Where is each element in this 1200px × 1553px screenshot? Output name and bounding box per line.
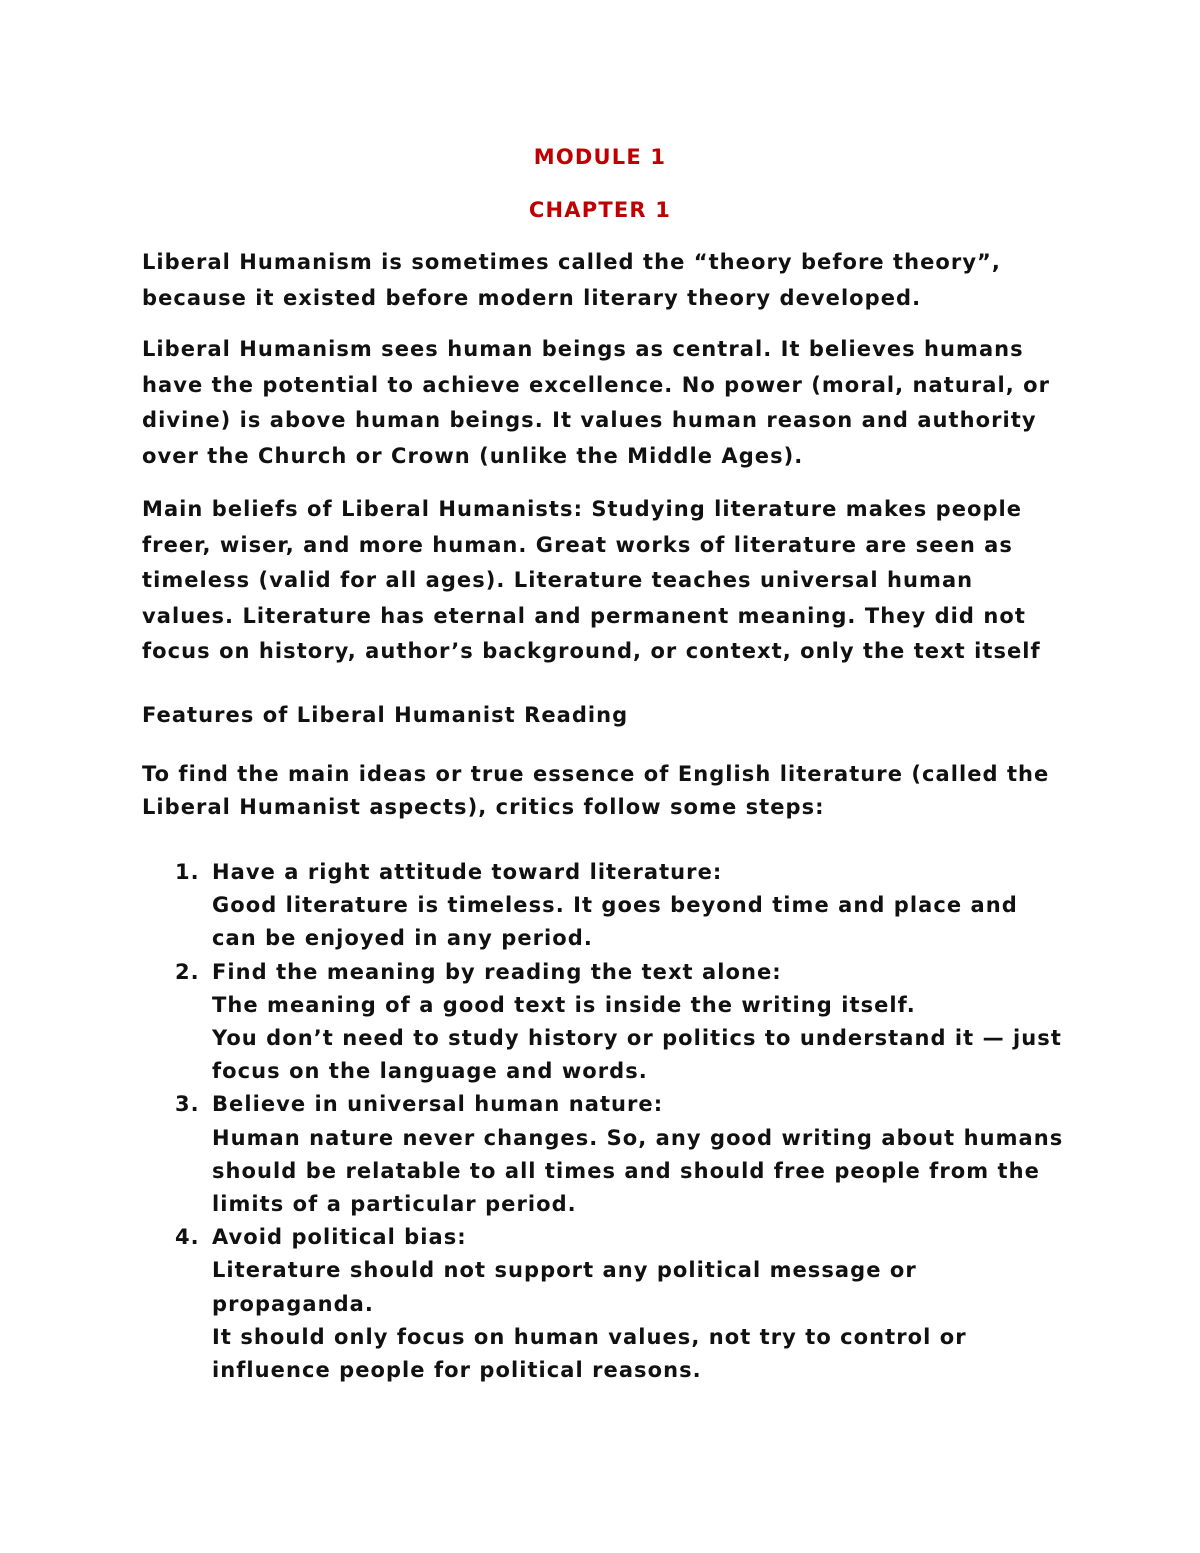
list-item-text: Human nature never changes. So, any good writing about humans should be relatable to all times and should free people from the limits of a particular period.	[212, 1125, 1064, 1217]
list-item-title: Avoid political bias:	[212, 1225, 467, 1250]
list-item-text: The meaning of a good text is inside the writing itself. You don’t need to study history or politics to understand it — just focus on the language and words.	[212, 992, 1062, 1084]
beliefs-paragraph: Main beliefs of Liberal Humanists: Studying literature makes people freer, wiser, and more human. Great works of literature are seen as timeless (valid for all ages). Literature teaches universal human values. Literature has eternal and permanent meaning. They did not focus on history, author’s background, or context, only the text itself	[142, 497, 1041, 663]
list-item	[142, 956, 1072, 1089]
list-item-number: 4.	[175, 1225, 200, 1250]
list-item-number: 1.	[175, 860, 200, 884]
steps-intro-paragraph: To find the main ideas or true essence of English literature (called the Liberal Humanist aspects), critics follow some steps:	[142, 762, 1050, 819]
list-item	[142, 1221, 1072, 1387]
features-heading: Features of Liberal Humanist Reading	[142, 703, 629, 727]
list-item-title: Have a right attitude toward literature:	[212, 860, 723, 884]
list-item	[142, 856, 1072, 956]
list-item-text: Literature should not support any political message or propaganda. It should only focus on human values, not try to control or influence people for political reasons.	[212, 1258, 967, 1383]
central-paragraph: Liberal Humanism sees human beings as central. It believes humans have the potential to achieve excellence. No power (moral, natural, or divine) is above human beings. It values human reason and authority over the Church or Crown (unlike the Middle Ages).	[142, 337, 1051, 468]
module-title: MODULE 1	[533, 145, 667, 169]
list-item-number: 2.	[175, 959, 200, 984]
list-item	[142, 1088, 1072, 1221]
list-item-text: Good literature is timeless. It goes beyond time and place and can be enjoyed in any period.	[212, 893, 1018, 951]
intro-paragraph: Liberal Humanism is sometimes called the “theory before theory”, because it existed before modern literary theory developed.	[142, 250, 1001, 310]
list-item-title: Believe in universal human nature:	[212, 1092, 664, 1117]
list-item-number: 3.	[175, 1092, 200, 1117]
steps-list	[142, 856, 1072, 1387]
list-item-title: Find the meaning by reading the text alone:	[212, 959, 782, 984]
chapter-title: CHAPTER 1	[528, 198, 672, 222]
